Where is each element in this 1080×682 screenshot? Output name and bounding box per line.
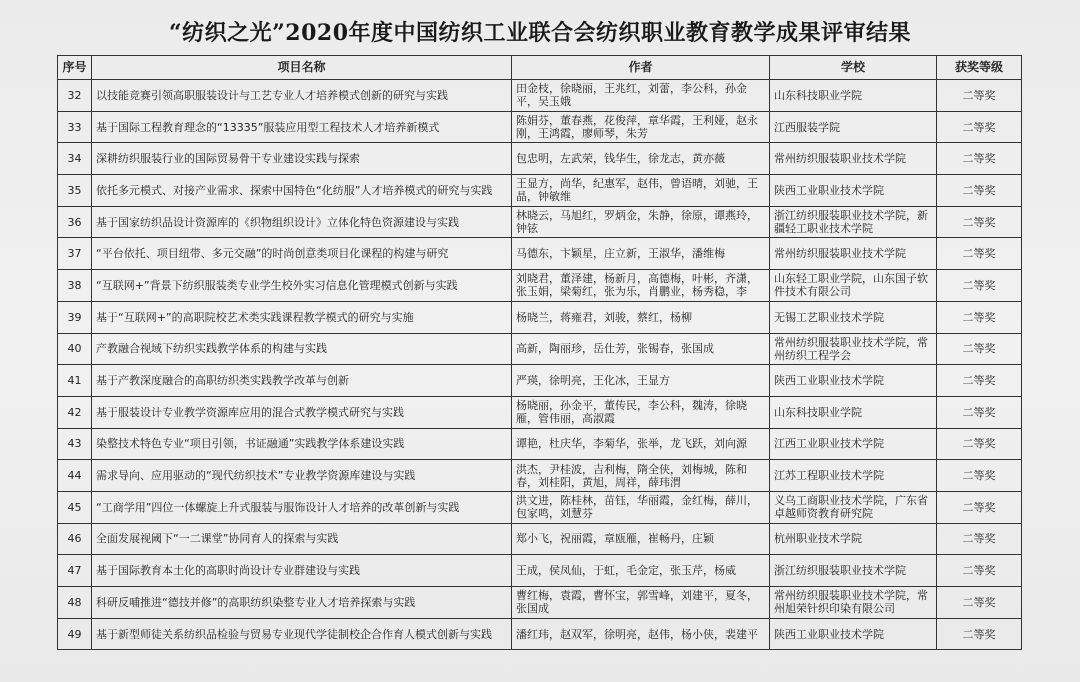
table-row [58, 301, 1022, 333]
cell-no [58, 396, 92, 428]
cell-school [770, 555, 937, 587]
cell-project-name-text: “平台依托、项目纽带、多元交融”的时尚创意类项目化课程的构建与研究 [96, 247, 449, 261]
cell-no-text: 46 [67, 532, 82, 546]
table-row [58, 333, 1022, 365]
cell-project-name-text: 基于服装设计专业教学资源库应用的混合式教学模式研究与实践 [96, 405, 404, 419]
cell-award [937, 111, 1022, 143]
cell-no [58, 618, 92, 650]
cell-award-text: 二等奖 [962, 374, 996, 388]
cell-authors-text: 王显方，尚华，纪惠军，赵伟，曾语晴，刘驰，王晶，钟敏维 [516, 177, 758, 204]
cell-award [937, 238, 1022, 270]
cell-project-name-text: 基于“互联网+”的高职院校艺术类实践课程教学模式的研究与实施 [96, 310, 414, 324]
cell-school-text: 江苏工程职业技术学院 [774, 469, 884, 483]
cell-award [937, 301, 1022, 333]
cell-award [937, 555, 1022, 587]
cell-authors [512, 587, 770, 619]
cell-project-name [92, 333, 512, 365]
cell-project-name-text: 基于国际工程教育理念的“13335”服装应用型工程技术人才培养新模式 [96, 120, 440, 134]
cell-school [770, 618, 937, 650]
cell-award-text: 二等奖 [962, 278, 996, 292]
cell-school [770, 333, 937, 365]
cell-award-text: 二等奖 [962, 532, 996, 546]
cell-authors [512, 428, 770, 460]
cell-authors [512, 143, 770, 175]
cell-award [937, 175, 1022, 207]
cell-school [770, 270, 937, 302]
cell-project-name-text: “工商学用”四位一体螺旋上升式服装与服饰设计人才培养的改革创新与实践 [96, 500, 460, 514]
header-school: 学校 [770, 56, 937, 80]
cell-school [770, 396, 937, 428]
cell-authors [512, 80, 770, 112]
cell-award-text: 二等奖 [962, 627, 996, 641]
cell-authors-text: 谭艳，杜庆华，李菊华，张举，龙飞跃，刘向源 [516, 437, 747, 451]
table-row [58, 238, 1022, 270]
cell-no [58, 333, 92, 365]
cell-no [58, 175, 92, 207]
cell-award [937, 206, 1022, 238]
cell-award-text: 二等奖 [962, 342, 996, 356]
table-row [58, 396, 1022, 428]
cell-authors [512, 523, 770, 555]
cell-award [937, 396, 1022, 428]
cell-project-name [92, 587, 512, 619]
cell-no [58, 523, 92, 555]
cell-no-text: 38 [67, 278, 82, 292]
table-row [58, 587, 1022, 619]
cell-project-name [92, 80, 512, 112]
cell-award [937, 365, 1022, 397]
cell-no [58, 206, 92, 238]
cell-school [770, 111, 937, 143]
cell-no-text: 45 [67, 500, 82, 514]
cell-school [770, 175, 937, 207]
cell-project-name-text: 产教融合视域下纺织实践教学体系的构建与实践 [96, 342, 327, 356]
cell-authors-text: 田金枝，徐晓丽，王兆红，刘蕾，李公科，孙金平，吴玉娥 [516, 82, 747, 109]
cell-school-text: 陕西工业职业技术学院 [774, 627, 884, 641]
cell-no-text: 32 [67, 88, 82, 102]
cell-project-name [92, 111, 512, 143]
cell-no [58, 270, 92, 302]
cell-school-text: 无锡工艺职业技术学院 [774, 310, 884, 324]
cell-project-name-text: 基于国际教育本土化的高职时尚设计专业群建设与实践 [96, 564, 360, 578]
table-row [58, 618, 1022, 650]
cell-award [937, 270, 1022, 302]
cell-award-text: 二等奖 [962, 469, 996, 483]
cell-authors [512, 333, 770, 365]
cell-no-text: 40 [67, 342, 82, 356]
cell-award-text: 二等奖 [962, 595, 996, 609]
cell-school-text: 浙江纺织服装职业技术学院 [774, 564, 906, 578]
cell-school-text: 山东科技职业学院 [774, 88, 862, 102]
cell-authors [512, 396, 770, 428]
cell-school [770, 143, 937, 175]
table-row [58, 491, 1022, 523]
cell-project-name [92, 428, 512, 460]
cell-award-text: 二等奖 [962, 405, 996, 419]
cell-school-text: 江西服装学院 [774, 120, 840, 134]
cell-authors-text: 陈娟芬，董春燕，花俊萍，章华霞，王利娅，赵永刚，王鸿霞，廖师琴，朱芳 [516, 114, 758, 141]
cell-project-name [92, 365, 512, 397]
cell-no-text: 37 [67, 247, 82, 261]
header-award: 获奖等级 [937, 56, 1022, 80]
cell-authors-text: 曹红梅，袁霞，曹怀宝，郭雪峰，刘建平，夏冬，张国成 [516, 589, 758, 616]
cell-no-text: 34 [67, 152, 82, 166]
cell-project-name [92, 175, 512, 207]
cell-no [58, 460, 92, 492]
cell-authors [512, 460, 770, 492]
page-title: “纺织之光”2020年度中国纺织工业联合会纺织职业教育教学成果评审结果 [168, 20, 912, 46]
cell-award-text: 二等奖 [962, 183, 996, 197]
cell-school [770, 460, 937, 492]
cell-no [58, 301, 92, 333]
cell-no-text: 41 [67, 374, 82, 388]
cell-award-text: 二等奖 [962, 215, 996, 229]
cell-authors-text: 杨晓丽，孙金平，董传民，李公科，魏涛，徐晓雁，管伟丽，高淑霞 [516, 399, 747, 426]
cell-authors [512, 270, 770, 302]
cell-project-name-text: 染整技术特色专业“项目引领，书证融通”实践教学体系建设实践 [96, 437, 405, 451]
table-row [58, 365, 1022, 397]
cell-project-name-text: 科研反哺推进“德技并修”的高职纺织染整专业人才培养探索与实践 [96, 595, 416, 609]
table-row [58, 111, 1022, 143]
cell-authors [512, 206, 770, 238]
cell-award [937, 587, 1022, 619]
cell-award [937, 523, 1022, 555]
cell-award-text: 二等奖 [962, 310, 996, 324]
cell-project-name [92, 206, 512, 238]
cell-project-name [92, 270, 512, 302]
cell-authors [512, 111, 770, 143]
cell-school-text: 常州纺织服装职业技术学院 [774, 247, 906, 261]
cell-project-name-text: “互联网+”背景下纺织服装类专业学生校外实习信息化管理模式创新与实践 [96, 278, 458, 292]
cell-school-text: 杭州职业技术学院 [774, 532, 862, 546]
cell-no-text: 33 [67, 120, 82, 134]
cell-project-name [92, 523, 512, 555]
cell-award-text: 二等奖 [962, 247, 996, 261]
cell-no-text: 44 [67, 469, 82, 483]
cell-school-text: 浙江纺织服装职业技术学院，新疆轻工职业技术学院 [774, 209, 928, 236]
cell-authors-text: 杨晓兰，蒋雍君，刘骏，蔡红，杨柳 [516, 310, 692, 324]
cell-school-text: 义乌工商职业技术学院，广东省卓越师资教育研究院 [774, 494, 928, 521]
table-row [58, 460, 1022, 492]
cell-authors-text: 包忠明，左武荣，钱华生，徐龙志，黄亦薇 [516, 152, 725, 166]
cell-project-name-text: 基于国家纺织品设计资源库的《织物组织设计》立体化特色资源建设与实践 [96, 215, 459, 229]
table-row [58, 270, 1022, 302]
cell-authors [512, 491, 770, 523]
cell-award [937, 618, 1022, 650]
cell-school-text: 常州纺织服装职业技术学院 [774, 152, 906, 166]
cell-authors-text: 刘晓君，董泽建，杨新月，高德梅，叶彬，齐潇，张玉娟，梁菊红，张为乐，肖鹏业，杨秀稳，李 [516, 272, 758, 299]
table-header-row [58, 56, 1022, 80]
cell-project-name-text: 全面发展视阈下“一二课堂”协同育人的探索与实践 [96, 532, 339, 546]
table-row [58, 206, 1022, 238]
cell-school-text: 陕西工业职业技术学院 [774, 374, 884, 388]
cell-no [58, 80, 92, 112]
cell-no [58, 143, 92, 175]
cell-school-text: 山东轻工职业学院，山东国子软件技术有限公司 [774, 272, 928, 299]
cell-authors-text: 严瑛，徐明亮，王化冰，王显方 [516, 374, 670, 388]
cell-no-text: 42 [67, 405, 82, 419]
cell-school-text: 常州纺织服装职业技术学院，常州纺织工程学会 [774, 335, 928, 362]
cell-project-name [92, 396, 512, 428]
cell-school-text: 常州纺织服装职业技术学院，常州旭荣针织印染有限公司 [774, 589, 928, 616]
cell-no-text: 35 [67, 183, 82, 197]
cell-no-text: 47 [67, 564, 82, 578]
cell-no [58, 491, 92, 523]
cell-authors-text: 潘红玮，赵双军，徐明亮，赵伟，杨小侠，裴建平 [516, 627, 758, 641]
cell-project-name [92, 555, 512, 587]
cell-authors [512, 175, 770, 207]
cell-project-name-text: 依托多元模式、对接产业需求、探索中国特色“化纺服”人才培养模式的研究与实践 [96, 183, 493, 197]
cell-no-text: 43 [67, 437, 82, 451]
cell-school [770, 365, 937, 397]
cell-school [770, 301, 937, 333]
cell-project-name [92, 618, 512, 650]
cell-award [937, 460, 1022, 492]
cell-no [58, 111, 92, 143]
cell-authors [512, 555, 770, 587]
table-row [58, 523, 1022, 555]
cell-authors-text: 洪杰，尹桂波，吉利梅，隋全侠，刘梅城，陈和春，刘桂阳，黄旭，周祥，薛玮渭 [516, 462, 747, 489]
cell-project-name-text: 基于新型师徒关系纺织品检验与贸易专业现代学徒制校企合作育人模式创新与实践 [96, 627, 492, 641]
header-name: 项目名称 [92, 56, 512, 80]
cell-no [58, 428, 92, 460]
cell-authors [512, 238, 770, 270]
cell-no [58, 365, 92, 397]
cell-authors [512, 365, 770, 397]
cell-school-text: 山东科技职业学院 [774, 405, 862, 419]
cell-school [770, 206, 937, 238]
cell-school [770, 523, 937, 555]
cell-authors-text: 马德东，卞颖星，庄立新，王淑华，潘维梅 [516, 247, 725, 261]
cell-school [770, 491, 937, 523]
cell-project-name [92, 460, 512, 492]
table-row [58, 555, 1022, 587]
cell-authors-text: 郑小飞，祝丽霞，章瓯雁，崔畅丹，庄颖 [516, 532, 714, 546]
cell-project-name [92, 301, 512, 333]
cell-project-name [92, 143, 512, 175]
cell-no [58, 555, 92, 587]
cell-no-text: 36 [67, 215, 82, 229]
cell-award [937, 143, 1022, 175]
cell-award [937, 333, 1022, 365]
cell-project-name [92, 238, 512, 270]
header-authors: 作者 [512, 56, 770, 80]
cell-school-text: 陕西工业职业技术学院 [774, 183, 884, 197]
cell-award-text: 二等奖 [962, 120, 996, 134]
cell-award-text: 二等奖 [962, 152, 996, 166]
cell-project-name-text: 以技能竞赛引领高职服装设计与工艺专业人才培养模式创新的研究与实践 [96, 88, 448, 102]
cell-project-name-text: 需求导向、应用驱动的“现代纺织技术”专业教学资源库建设与实践 [96, 469, 416, 483]
cell-no-text: 39 [67, 310, 82, 324]
table-body [58, 80, 1022, 650]
cell-authors [512, 301, 770, 333]
results-table [57, 55, 1022, 650]
table-row [58, 175, 1022, 207]
cell-award-text: 二等奖 [962, 88, 996, 102]
cell-no-text: 48 [67, 595, 82, 609]
cell-school [770, 80, 937, 112]
cell-award [937, 428, 1022, 460]
cell-award-text: 二等奖 [962, 564, 996, 578]
cell-authors-text: 高新，陶丽珍，岳仕芳，张锡春，张国成 [516, 342, 714, 356]
cell-award-text: 二等奖 [962, 437, 996, 451]
cell-award [937, 491, 1022, 523]
table-row [58, 143, 1022, 175]
cell-no-text: 49 [67, 627, 82, 641]
cell-project-name [92, 491, 512, 523]
cell-authors-text: 林晓云，马旭红，罗炳金，朱静，徐原，谭燕玲，钟铉 [516, 209, 758, 236]
cell-no [58, 587, 92, 619]
cell-authors-text: 王成，侯凤仙，于虹，毛金定，张玉芹，杨威 [516, 564, 736, 578]
cell-project-name-text: 深耕纺织服装行业的国际贸易骨干专业建设实践与探索 [96, 152, 360, 166]
cell-award-text: 二等奖 [962, 500, 996, 514]
cell-school [770, 587, 937, 619]
cell-school-text: 江西工业职业技术学院 [774, 437, 884, 451]
cell-no [58, 238, 92, 270]
cell-authors [512, 618, 770, 650]
table-row [58, 428, 1022, 460]
cell-award [937, 80, 1022, 112]
cell-school [770, 238, 937, 270]
table-row [58, 80, 1022, 112]
cell-school [770, 428, 937, 460]
cell-project-name-text: 基于产教深度融合的高职纺织类实践教学改革与创新 [96, 374, 349, 388]
header-no: 序号 [58, 56, 92, 80]
cell-authors-text: 洪文进，陈桂林，苗钰，华丽霞，金红梅，薛川，包家鸣，刘慧芬 [516, 494, 758, 521]
